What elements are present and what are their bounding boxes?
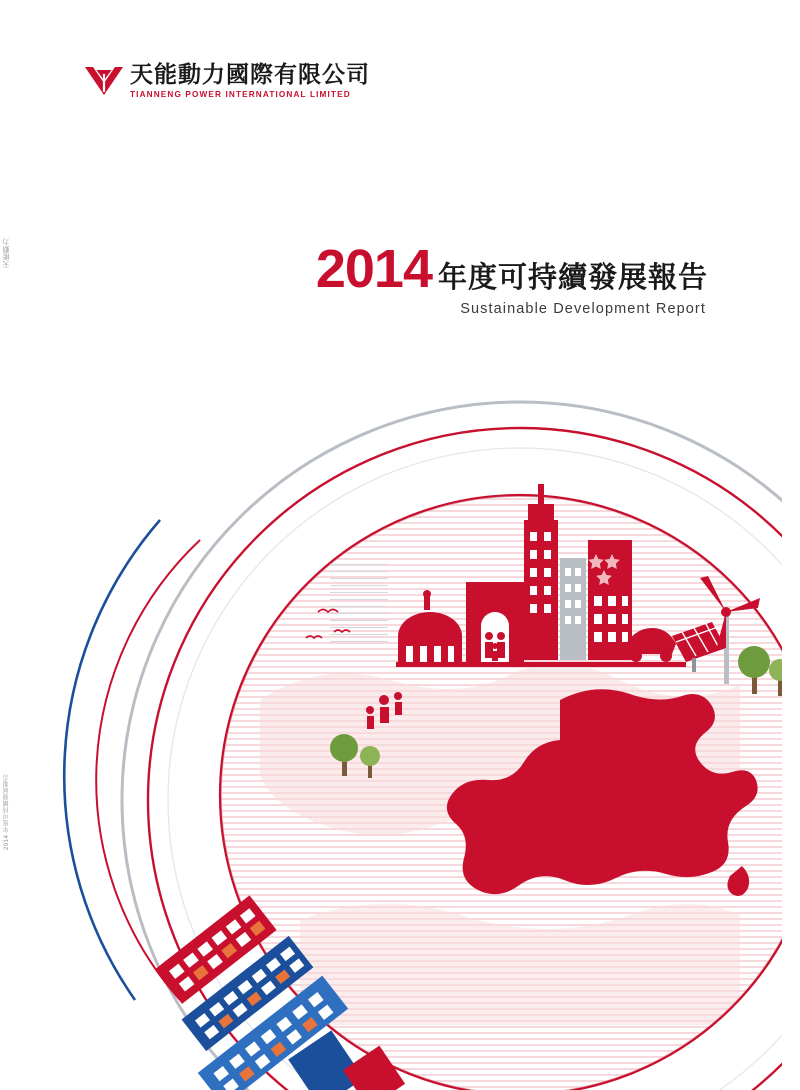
report-year: 2014 — [315, 239, 432, 299]
logo-wordmark — [130, 62, 370, 99]
logo-english-name: TIANNENG POWER INTERNATIONAL LIMITED — [130, 90, 351, 100]
spine-bottom-text: 2014 年度可持續發展報告 — [4, 773, 10, 850]
spine-top-text: 天能動力 — [3, 238, 10, 268]
tianneng-triangle-mark-icon — [84, 62, 124, 98]
title-main-row — [315, 239, 708, 299]
report-title-chinese: 年度可持續發展報告 — [437, 260, 708, 295]
company-logo — [84, 62, 370, 99]
logo-chinese-name: 天能動力國際有限公司 — [130, 62, 370, 88]
report-title-english: Sustainable Development Report — [460, 301, 706, 318]
cover-title-block — [315, 239, 708, 318]
cover-illustration — [0, 400, 800, 1090]
